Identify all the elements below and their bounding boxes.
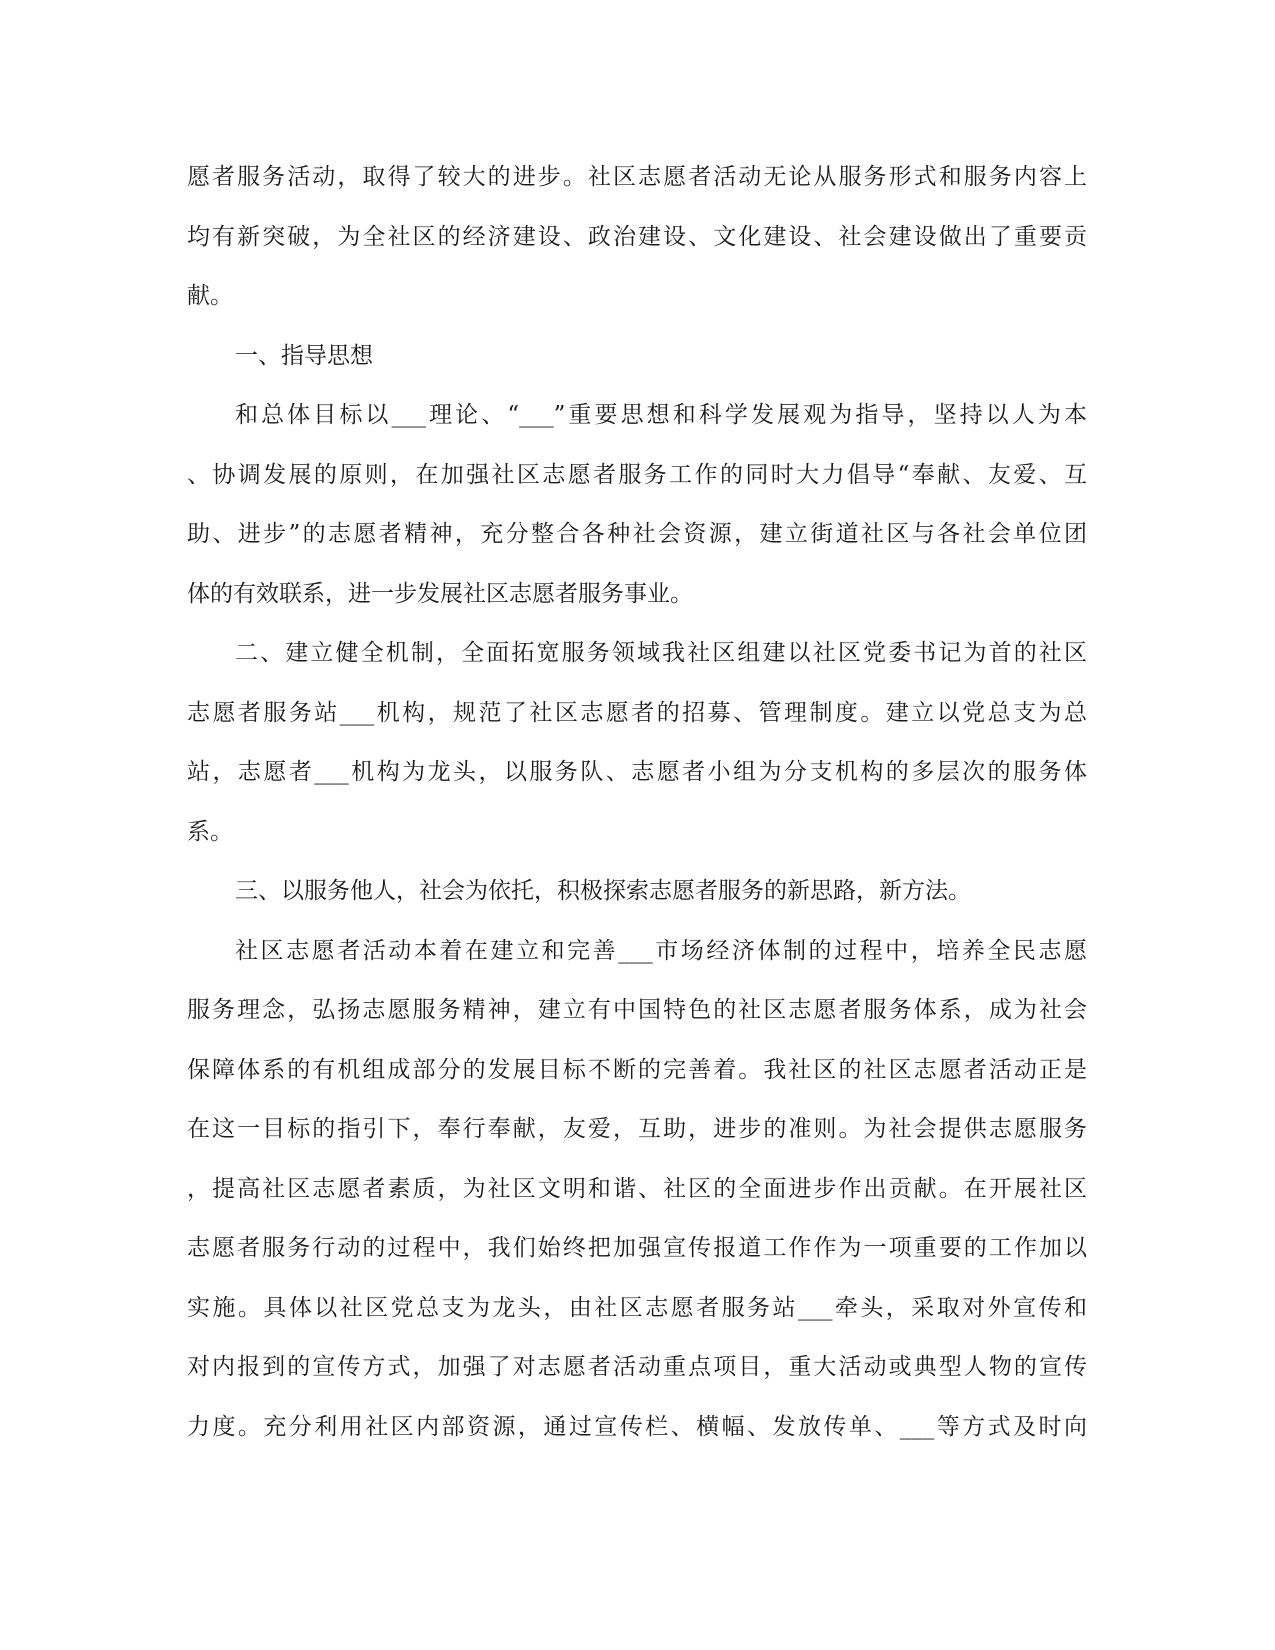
section-heading: 三、以服务他人，社会为依托，积极探索志愿者服务的新思路，新方法。 (235, 878, 971, 904)
text-line: 体的有效联系，进一步发展社区志愿者服务事业。 (187, 580, 693, 607)
text-line: 实施。具体以社区党总支为龙头，由社区志愿者服务站___牵头，采取对外宣传和 (187, 1294, 1087, 1321)
section-heading: 一、指导思想 (235, 342, 373, 369)
section-heading: 二、建立健全机制，全面拓宽服务领域我社区组建以社区党委书记为首的社区 (235, 640, 1087, 666)
text-line: 愿者服务活动，取得了较大的进步。社区志愿者活动无论从服务形式和服务内容上 (187, 164, 1087, 190)
text-line: 、协调发展的原则，在加强社区志愿者服务工作的同时大力倡导“奉献、友爱、互 (187, 461, 1087, 488)
text-line: 和总体目标以___理论、“___”重要思想和科学发展观为指导，坚持以人为本 (235, 402, 1087, 428)
text-line: 志愿者服务站___机构，规范了社区志愿者的招募、管理制度。建立以党总支为总 (187, 699, 1087, 726)
text-line: 均有新突破，为全社区的经济建设、政治建设、文化建设、社会建设做出了重要贡 (187, 223, 1087, 250)
text-line: 服务理念，弘扬志愿服务精神，建立有中国特色的社区志愿者服务体系，成为社会 (187, 997, 1087, 1023)
text-line: 站，志愿者___机构为龙头，以服务队、志愿者小组为分支机构的多层次的服务体 (187, 759, 1087, 785)
text-line: 志愿者服务行动的过程中，我们始终把加强宣传报道工作作为一项重要的工作加以 (187, 1235, 1087, 1261)
text-line: 对内报到的宣传方式，加强了对志愿者活动重点项目，重大活动或典型人物的宣传 (187, 1354, 1087, 1380)
text-line: 系。 (187, 818, 233, 845)
document-body (187, 160, 1087, 1469)
text-line: 保障体系的有机组成部分的发展目标不断的完善着。我社区的社区志愿者活动正是 (187, 1056, 1087, 1083)
text-line: 献。 (187, 283, 233, 309)
text-line: 助、进步”的志愿者精神，充分整合各种社会资源，建立街道社区与各社会单位团 (187, 521, 1087, 547)
text-line: ，提高社区志愿者素质，为社区文明和谐、社区的全面进步作出贡献。在开展社区 (187, 1175, 1087, 1202)
text-line: 力度。充分利用社区内部资源，通过宣传栏、横幅、发放传单、___等方式及时向 (187, 1413, 1087, 1440)
text-line: 社区志愿者活动本着在建立和完善___市场经济体制的过程中，培养全民志愿 (235, 937, 1087, 964)
text-line: 在这一目标的指引下，奉行奉献，友爱，互助，进步的准则。为社会提供志愿服务 (187, 1116, 1087, 1142)
